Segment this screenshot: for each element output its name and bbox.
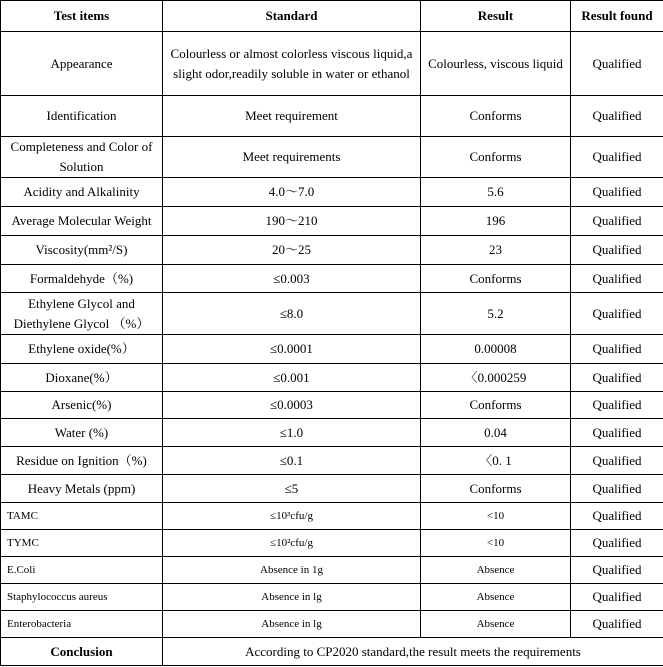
result-value: 0.04 xyxy=(421,419,571,447)
result-found: Qualified xyxy=(571,293,663,335)
test-item: E.Coli xyxy=(1,557,163,584)
result-found: Qualified xyxy=(571,611,663,638)
standard-value: Meet requirement xyxy=(163,96,421,137)
test-item: Ethylene oxide(%） xyxy=(1,335,163,364)
table-row xyxy=(1,392,663,419)
test-item: Dioxane(%） xyxy=(1,364,163,392)
table-row xyxy=(1,137,663,178)
standard-value: ≤0.0001 xyxy=(163,335,421,364)
result-found: Qualified xyxy=(571,96,663,137)
test-item: Average Molecular Weight xyxy=(1,207,163,236)
table-row xyxy=(1,364,663,392)
table-row xyxy=(1,419,663,447)
standard-value: ≤0.1 xyxy=(163,447,421,475)
result-found: Qualified xyxy=(571,32,663,96)
test-item: Formaldehyde（%) xyxy=(1,265,163,293)
table-row xyxy=(1,207,663,236)
result-value: Absence xyxy=(421,557,571,584)
result-found: Qualified xyxy=(571,207,663,236)
result-value: <10 xyxy=(421,503,571,530)
test-item: Acidity and Alkalinity xyxy=(1,178,163,207)
standard-value: 190～210 xyxy=(163,207,421,236)
table-row xyxy=(1,503,663,530)
standard-value: Absence in lg xyxy=(163,584,421,611)
standard-value: Absence in lg xyxy=(163,611,421,638)
table-row xyxy=(1,530,663,557)
result-value: 196 xyxy=(421,207,571,236)
test-item: Heavy Metals (ppm) xyxy=(1,475,163,503)
conclusion-label: Conclusion xyxy=(1,638,163,666)
table-row xyxy=(1,447,663,475)
table-row xyxy=(1,32,663,96)
result-found: Qualified xyxy=(571,265,663,293)
test-item: Viscosity(mm²/S) xyxy=(1,236,163,265)
result-found: Qualified xyxy=(571,557,663,584)
standard-value: ≤10²cfu/g xyxy=(163,530,421,557)
table-row xyxy=(1,335,663,364)
result-value: Absence xyxy=(421,584,571,611)
test-item: Staphylococcus aureus xyxy=(1,584,163,611)
conclusion-text: According to CP2020 standard,the result meets the requirements xyxy=(163,638,663,666)
table-row xyxy=(1,293,663,335)
table-row xyxy=(1,557,663,584)
table-row xyxy=(1,236,663,265)
result-value: Absence xyxy=(421,611,571,638)
result-found: Qualified xyxy=(571,503,663,530)
result-value: 0.00008 xyxy=(421,335,571,364)
table-row xyxy=(1,178,663,207)
test-item: Arsenic(%) xyxy=(1,392,163,419)
table-row xyxy=(1,265,663,293)
header-test-items: Test items xyxy=(1,1,163,32)
table-row xyxy=(1,611,663,638)
test-item: TYMC xyxy=(1,530,163,557)
result-value: Colourless, viscous liquid xyxy=(421,32,571,96)
conclusion-row xyxy=(1,638,663,666)
result-value: Conforms xyxy=(421,96,571,137)
test-item: Completeness and Color of Solution xyxy=(1,137,163,178)
result-value: <10 xyxy=(421,530,571,557)
standard-value: Colourless or almost colorless viscous liquid,a slight odor,readily soluble in water or ethanol xyxy=(163,32,421,96)
test-item: Ethylene Glycol and Diethylene Glycol （%） xyxy=(1,293,163,335)
result-found: Qualified xyxy=(571,447,663,475)
standard-value: Meet requirements xyxy=(163,137,421,178)
standard-value: ≤1.0 xyxy=(163,419,421,447)
standard-value: 4.0～7.0 xyxy=(163,178,421,207)
result-found: Qualified xyxy=(571,364,663,392)
result-found: Qualified xyxy=(571,584,663,611)
result-value: 5.6 xyxy=(421,178,571,207)
header-standard: Standard xyxy=(163,1,421,32)
test-item: Residue on Ignition（%) xyxy=(1,447,163,475)
result-value: 〈0.000259 xyxy=(421,364,571,392)
result-found: Qualified xyxy=(571,419,663,447)
test-item: Identification xyxy=(1,96,163,137)
standard-value: ≤10³cfu/g xyxy=(163,503,421,530)
standard-value: ≤0.003 xyxy=(163,265,421,293)
table-row xyxy=(1,475,663,503)
result-found: Qualified xyxy=(571,335,663,364)
result-found: Qualified xyxy=(571,137,663,178)
result-value: Conforms xyxy=(421,392,571,419)
test-item: Enterobacteria xyxy=(1,611,163,638)
table-row xyxy=(1,96,663,137)
standard-value: 20～25 xyxy=(163,236,421,265)
test-item: TAMC xyxy=(1,503,163,530)
standard-value: ≤0.0003 xyxy=(163,392,421,419)
header-result: Result xyxy=(421,1,571,32)
result-found: Qualified xyxy=(571,178,663,207)
result-value: 〈0. 1 xyxy=(421,447,571,475)
result-found: Qualified xyxy=(571,530,663,557)
standard-value: ≤8.0 xyxy=(163,293,421,335)
result-value: Conforms xyxy=(421,475,571,503)
result-value: 5.2 xyxy=(421,293,571,335)
header-row xyxy=(1,1,663,32)
header-result-found: Result found xyxy=(571,1,663,32)
table-row xyxy=(1,584,663,611)
result-found: Qualified xyxy=(571,475,663,503)
test-item: Water (%) xyxy=(1,419,163,447)
result-value: Conforms xyxy=(421,137,571,178)
result-found: Qualified xyxy=(571,236,663,265)
test-item: Appearance xyxy=(1,32,163,96)
standard-value: ≤5 xyxy=(163,475,421,503)
result-found: Qualified xyxy=(571,392,663,419)
result-value: 23 xyxy=(421,236,571,265)
standard-value: ≤0.001 xyxy=(163,364,421,392)
standard-value: Absence in 1g xyxy=(163,557,421,584)
result-value: Conforms xyxy=(421,265,571,293)
